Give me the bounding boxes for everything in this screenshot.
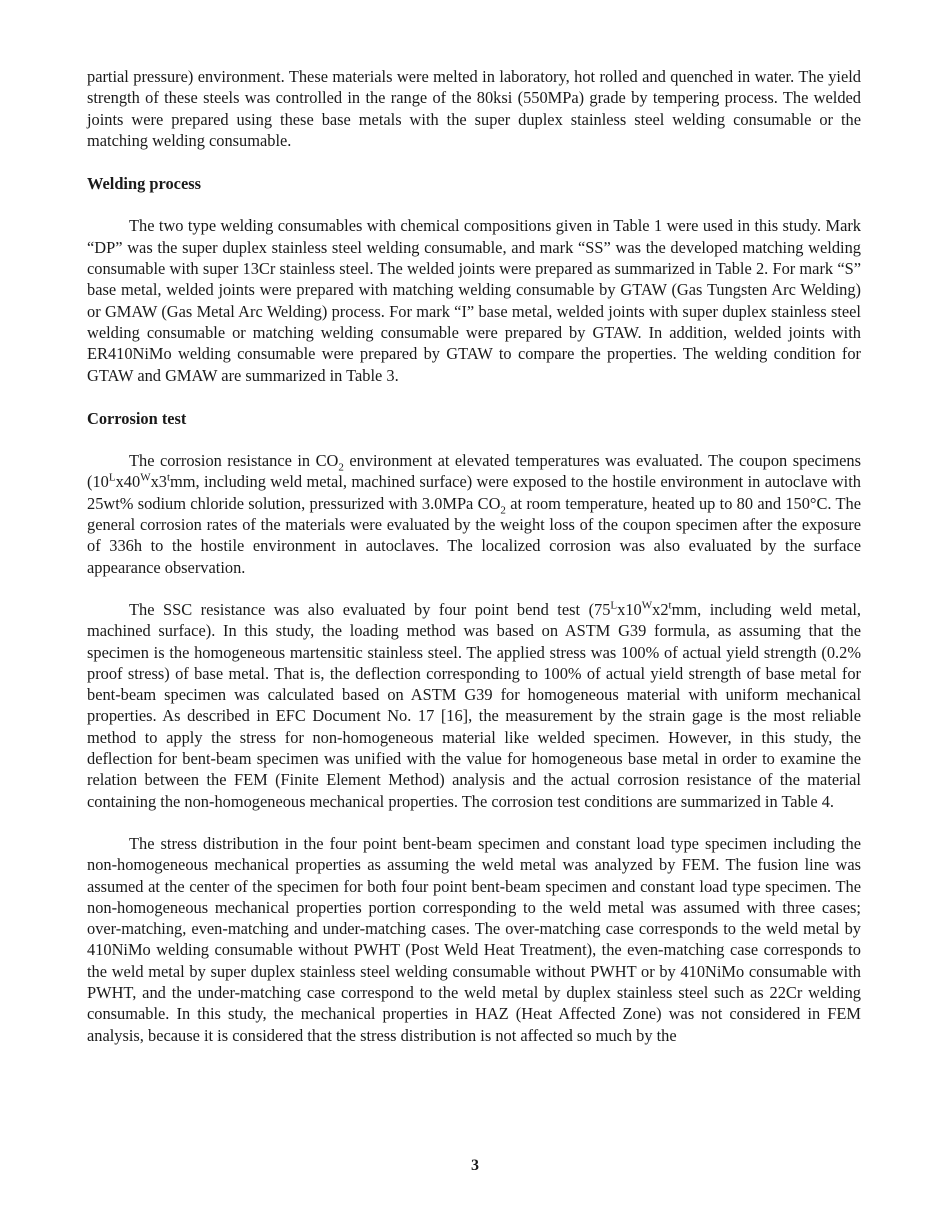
corrosion-paragraph-1: The corrosion resistance in $CO_2$ environment at elevated temperatures was evaluated. The coupon specimens ($10^Lx40^Wx3^tmm$, including weld metal, machined surface) were exposed to the hostile environment in autoclave with 25wt% sodium chloride solution, pressurized with 3.0MPa $CO_2$ at room temperature, heated up to 80 and 150°C. The general corrosion rates of the materials were evaluated by the weight loss of the coupon specimen after the exposure of 336h to the hostile environment in autoclaves. The localized corrosion was also evaluated by the surface appearance observation. — [87, 451, 861, 577]
page-body — [87, 66, 861, 1046]
corrosion-paragraph-3: The stress distribution in the four point bent-beam specimen and constant load type specimen including the non-homogeneous mechanical properties as assuming the weld metal was analyzed by FEM. The fusion line was assumed at the center of the specimen for both four point bent-beam specimen and constant load type specimen. The non-homogeneous mechanical properties portion corresponding to the weld metal was assumed with three cases; over-matching, even-matching and under-matching cases. The over-matching case corresponds to the weld metal by 410NiMo welding consumable without PWHT (Post Weld Heat Treatment), the even-matching case corresponds to the weld metal by super duplex stainless steel welding consumable without PWHT or by 410NiMo consumable with PWHT, and the under-matching case correspond to the weld metal by duplex stainless steel such as 22Cr welding consumable. In this study, the mechanical properties in HAZ (Heat Affected Zone) was not considered in FEM analysis, because it is considered that the stress distribution is not affected so much by the — [87, 833, 861, 1045]
welding-process-paragraph: The two type welding consumables with chemical compositions given in Table 1 were used in this study. Mark “DP” was the super duplex stainless steel welding consumable, and mark “SS” was the developed matching welding consumable with super 13Cr stainless steel. The welded joints were prepared as summarized in Table 2. For mark “S” base metal, welded joints were prepared with matching welding consumable by GTAW (Gas Tungsten Arc Welding) or GMAW (Gas Metal Arc Welding) process. For mark “I” base metal, welded joints with super duplex stainless steel welding consumable or matching welding consumable were prepared by GTAW. In addition, welded joints with ER410NiMo welding consumable were prepared by GTAW to compare the properties. The welding condition for GTAW and GMAW are summarized in Table 3. — [87, 216, 861, 385]
corrosion-paragraph-2: The SSC resistance was also evaluated by four point bend test ($75^Lx10^Wx2^tmm$, including weld metal, machined surface). In this study, the loading method was based on ASTM G39 formula, as assuming that the specimen is the homogeneous martensitic stainless steel. The applied stress was 100% of actual yield strength (0.2% proof stress) of base metal. That is, the deflection corresponding to 100% of actual yield strength of base metal for bent-beam specimen was calculated based on ASTM G39 for homogeneous material with uniform mechanical properties. As described in EFC Document No. 17 [16], the measurement by the strain gage is the most reliable method to apply the stress for non-homogeneous material like welded specimen. However, in this study, the deflection for bent-beam specimen was unified with the value for homogeneous base metal in order to examine the relation between the FEM (Finite Element Method) analysis and the actual corrosion resistance of the material containing the non-homogeneous mechanical properties. The corrosion test conditions are summarized in Table 4. — [87, 599, 861, 811]
welding-process-heading: Welding process — [87, 174, 201, 194]
corrosion-test-heading: Corrosion test — [87, 408, 187, 428]
page-number: 3 — [471, 1157, 479, 1174]
intro-paragraph: partial pressure) environment. These materials were melted in laboratory, hot rolled and quenched in water. The yield strength of these steels was controlled in the range of the 80ksi (550MPa) grade by tempering process. The welded joints were prepared using these base metals with the super duplex stainless steel welding consumable or the matching welding consumable. — [87, 67, 861, 150]
